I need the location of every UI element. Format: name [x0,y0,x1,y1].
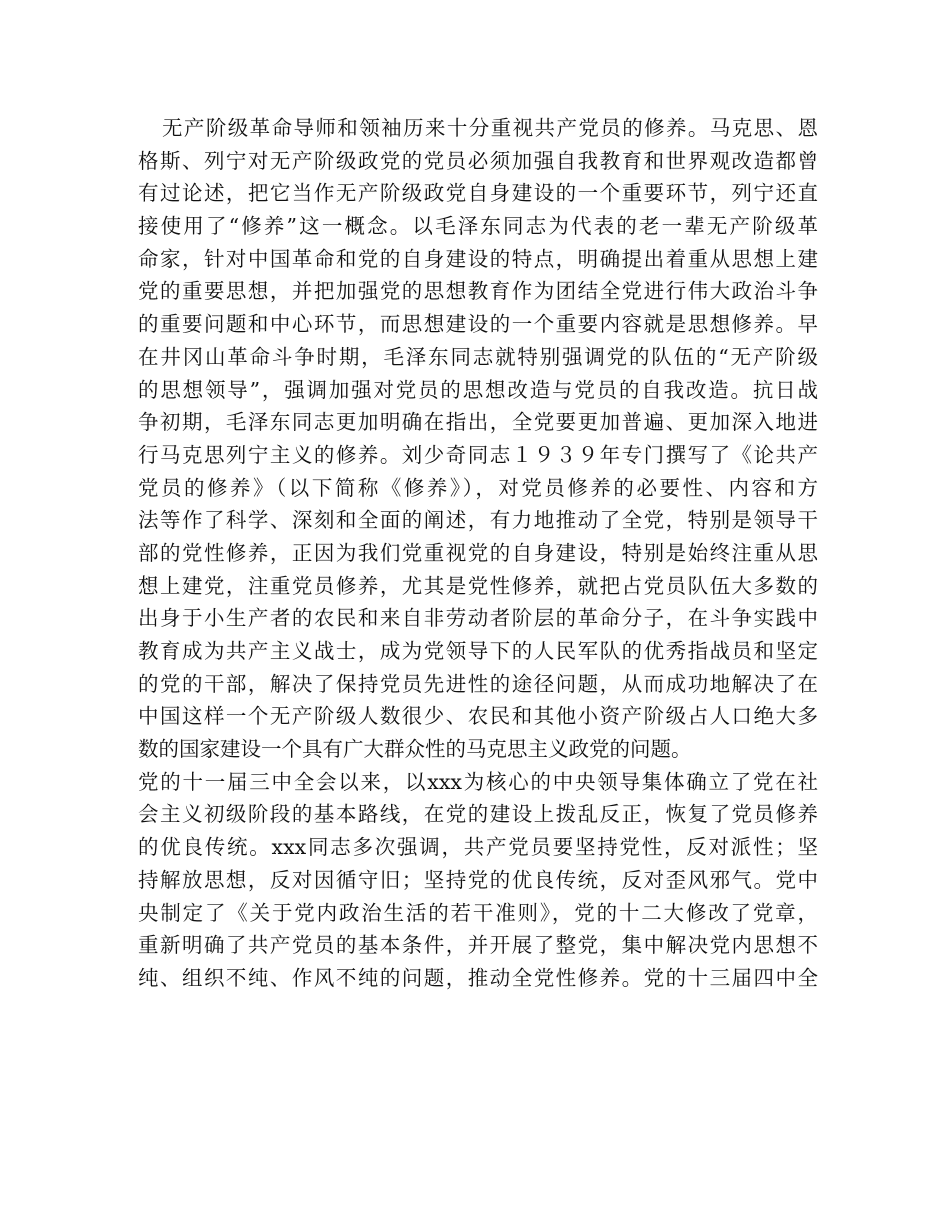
text-line: 有过论述，把它当作无产阶级政党自身建设的一个重要环节，列宁还直 [138,181,818,206]
text-line: 争初期，毛泽东同志更加明确在指出，全党要更加普遍、更加深入地进 [138,410,818,435]
text-line: 法等作了科学、深刻和全面的阐述，有力地推动了全党，特别是领导干 [138,508,818,533]
text-line: 央制定了《关于党内政治生活的若干准则》，党的十二大修改了党章， [138,900,818,925]
text-line: 部的党性修养，正因为我们党重视党的自身建设，特别是始终注重从思 [138,540,818,565]
text-line: 党的十一届三中全会以来，以xxx为核心的中央领导集体确立了党在社 [138,769,818,794]
text-line: 的优良传统。xxx同志多次强调，共产党员要坚持党性，反对派性；坚 [138,835,818,860]
document-body [138,112,818,995]
text-line: 无产阶级革命导师和领袖历来十分重视共产党员的修养。马克思、恩 [162,116,818,140]
text-line: 党员的修养》（以下简称《修养》），对党员修养的必要性、内容和方 [138,475,818,500]
paragraph-2 [138,766,818,995]
text-line: 会主义初级阶段的基本路线，在党的建设上拨乱反正，恢复了党员修养 [138,802,818,827]
text-line: 在井冈山革命斗争时期，毛泽东同志就特别强调党的队伍的“无产阶级 [138,344,818,369]
text-line: 党的重要思想，并把加强党的思想教育作为团结全党进行伟大政治斗争 [138,279,818,304]
text-line: 出身于小生产者的农民和来自非劳动者阶层的革命分子，在斗争实践中 [138,606,818,631]
text-line: 想上建党，注重党员修养，尤其是党性修养，就把占党员队伍大多数的 [138,573,818,598]
text-line: 行马克思列宁主义的修养。刘少奇同志１９３９年专门撰写了《论共产 [138,442,818,467]
text-line: 数的国家建设一个具有广大群众性的马克思主义政党的问题。 [138,737,692,762]
text-line: 格斯、列宁对无产阶级政党的党员必须加强自我教育和世界观改造都曾 [138,148,818,173]
text-line: 接使用了“修养”这一概念。以毛泽东同志为代表的老一辈无产阶级革 [138,214,818,239]
text-line: 的党的干部，解决了保持党员先进性的途径问题，从而成功地解决了在 [138,671,818,696]
text-line: 教育成为共产主义战士，成为党领导下的人民军队的优秀指战员和坚定 [138,639,818,663]
text-line: 纯、组织不纯、作风不纯的问题，推动全党性修养。党的十三届四中全 [138,965,818,990]
text-line: 中国这样一个无产阶级人数很少、农民和其他小资产阶级占人口绝大多 [138,704,818,729]
text-line: 重新明确了共产党员的基本条件，并开展了整党，集中解决党内思想不 [138,933,818,958]
text-line: 命家，针对中国革命和党的自身建设的特点，明确提出着重从思想上建 [138,246,818,271]
text-line: 持解放思想，反对因循守旧；坚持党的优良传统，反对歪风邪气。党中 [138,867,818,892]
text-line: 的思想领导”，强调加强对党员的思想改造与党员的自我改造。抗日战 [138,377,818,402]
paragraph-1 [138,112,818,766]
text-line: 的重要问题和中心环节，而思想建设的一个重要内容就是思想修养。早 [138,312,818,337]
